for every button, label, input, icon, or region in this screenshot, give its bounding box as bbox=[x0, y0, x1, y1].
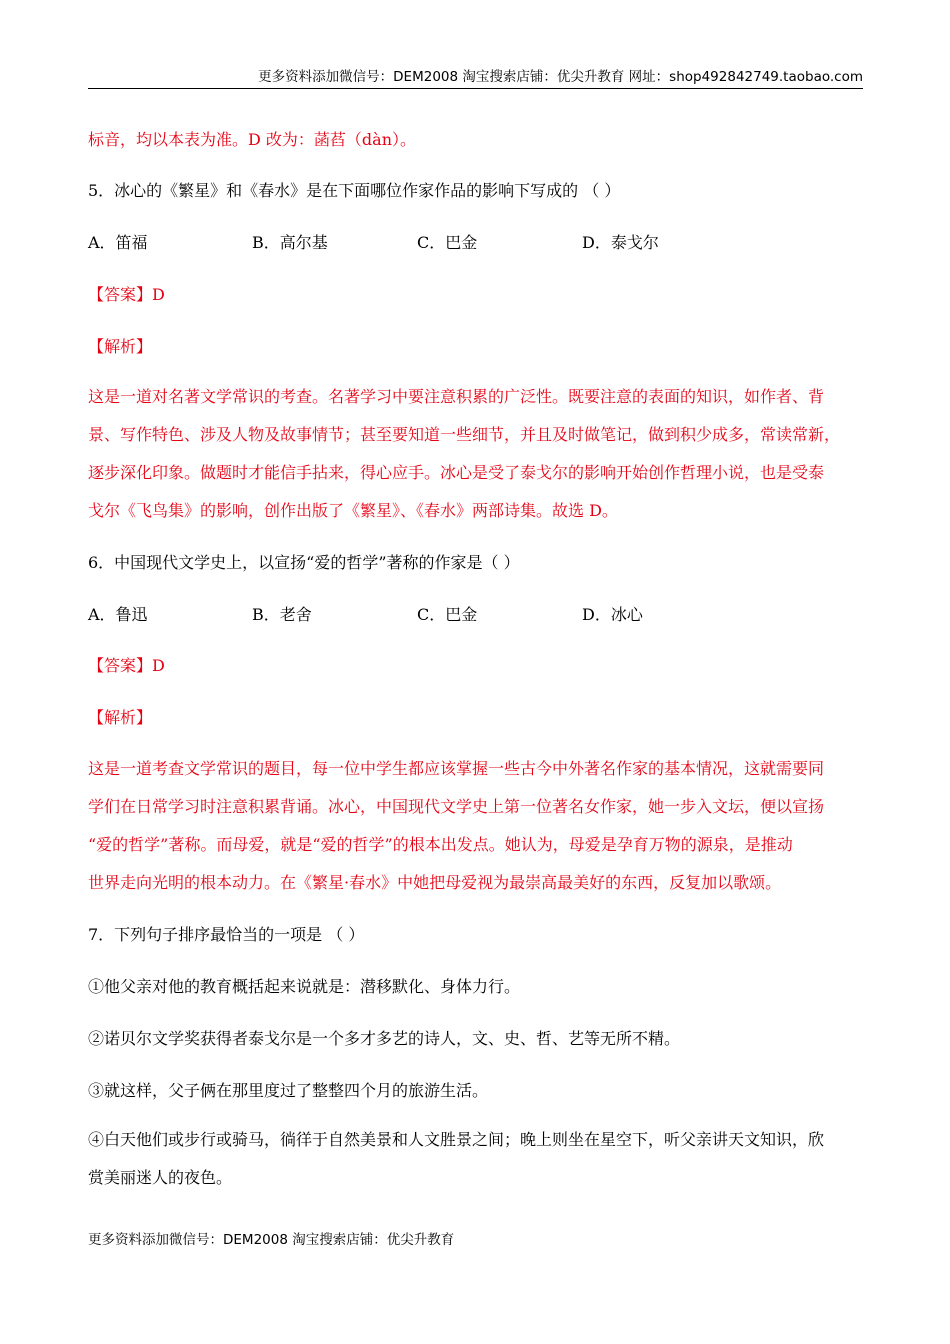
page-footer bbox=[88, 1228, 454, 1248]
q5-analysis-label: 【解析】 bbox=[88, 337, 153, 356]
q6-option-b: B．老舍 bbox=[252, 605, 312, 624]
q7-item-4-line: 赏美丽迷人的夜色。 bbox=[88, 1168, 233, 1187]
q7-item-4-line: ④白天他们或步行或骑马，徜徉于自然美景和人文胜景之间；晚上则坐在星空下，听父亲讲天文知识，欣 bbox=[88, 1130, 825, 1149]
q6-analysis-line: 这是一道考查文学常识的题目，每一位中学生都应该掌握一些古今中外著名作家的基本情况，这就需要同 bbox=[88, 759, 825, 778]
footer-text: 更多资料添加微信号：DEM2008 淘宝搜索店铺：优尖升教育 bbox=[88, 1232, 455, 1248]
q5-analysis-line: 戈尔《飞鸟集》的影响，创作出版了《繁星》、《春水》两部诗集。故选 D。 bbox=[88, 501, 618, 520]
q5-answer: 【答案】D bbox=[88, 285, 165, 304]
q5-stem: 5．冰心的《繁星》和《春水》是在下面哪位作家作品的影响下写成的 （ ） bbox=[88, 181, 621, 200]
q6-option-d: D．冰心 bbox=[582, 605, 643, 624]
q6-option-c: C．巴金 bbox=[417, 605, 478, 624]
q5-option-d: D．泰戈尔 bbox=[582, 233, 659, 252]
q5-analysis-line: 逐步深化印象。做题时才能信手拈来，得心应手。冰心是受了泰戈尔的影响开始创作哲理小说，也是受泰 bbox=[88, 463, 825, 482]
q5-option-a: A．笛福 bbox=[88, 233, 148, 252]
q6-answer: 【答案】D bbox=[88, 656, 165, 675]
intro-note: 标音，均以本表为准。D 改为：菡萏（dàn）。 bbox=[88, 130, 417, 149]
q5-option-b: B．高尔基 bbox=[252, 233, 328, 252]
q6-analysis-line: 学们在日常学习时注意积累背诵。冰心，中国现代文学史上第一位著名女作家，她一步入文坛，便以宣扬 bbox=[88, 797, 825, 816]
q6-analysis bbox=[88, 750, 863, 902]
q7-item-3: ③就这样，父子俩在那里度过了整整四个月的旅游生活。 bbox=[88, 1081, 489, 1100]
q6-analysis-line: 世界走向光明的根本动力。在《繁星·春水》中她把母爱视为最崇高最美好的东西，反复加以歌颂。 bbox=[88, 873, 782, 892]
q7-item-1: ①他父亲对他的教育概括起来说就是：潜移默化、身体力行。 bbox=[88, 977, 521, 996]
page-header bbox=[88, 68, 863, 89]
q5-analysis-line: 景、写作特色、涉及人物及故事情节；甚至要知道一些细节，并且及时做笔记，做到积少成多，常读常新， bbox=[88, 425, 841, 444]
header-text: 更多资料添加微信号：DEM2008 淘宝搜索店铺：优尖升教育 网址：shop492842749.taobao.com bbox=[258, 69, 863, 85]
q6-option-a: A．鲁迅 bbox=[88, 605, 148, 624]
q6-analysis-label: 【解析】 bbox=[88, 708, 153, 727]
q7-item-2: ②诺贝尔文学奖获得者泰戈尔是一个多才多艺的诗人，文、史、哲、艺等无所不精。 bbox=[88, 1029, 681, 1048]
q5-option-c: C．巴金 bbox=[417, 233, 478, 252]
q7-stem: 7．下列句子排序最恰当的一项是 （ ） bbox=[88, 925, 365, 944]
q7-item-4 bbox=[88, 1121, 863, 1197]
q6-analysis-line: “爱的哲学”著称。而母爱，就是“爱的哲学”的根本出发点。她认为，母爱是孕育万物的源泉，是推动 bbox=[88, 835, 793, 854]
q6-stem: 6．中国现代文学史上，以宣扬“爱的哲学”著称的作家是（ ） bbox=[88, 553, 520, 572]
q5-analysis-line: 这是一道对名著文学常识的考查。名著学习中要注意积累的广泛性。既要注意的表面的知识，如作者、背 bbox=[88, 387, 825, 406]
q5-analysis bbox=[88, 378, 863, 530]
